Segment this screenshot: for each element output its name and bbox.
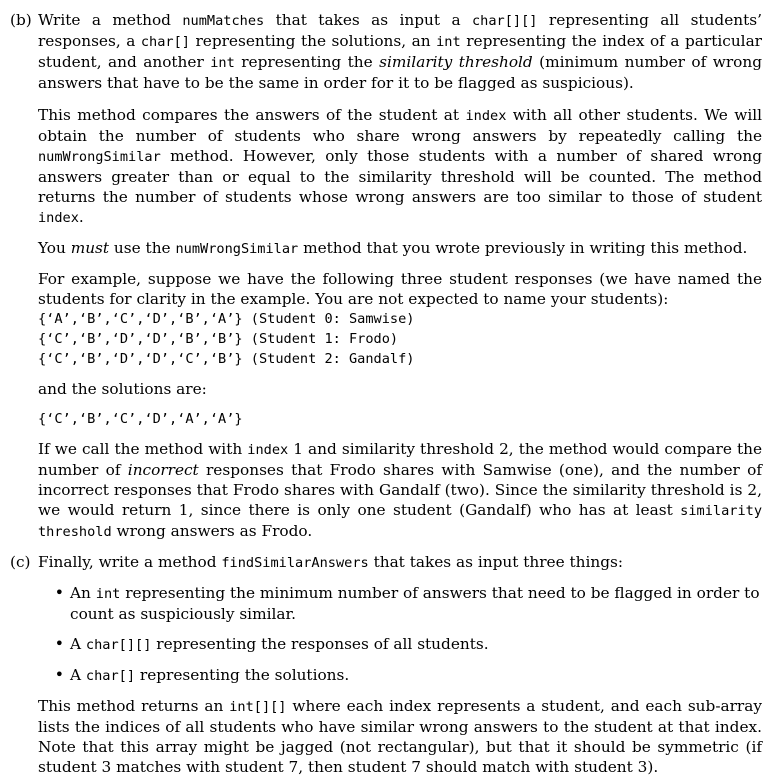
bullet-icon (38, 634, 70, 655)
part-c-return-description: This method returns an int[][] where each index represents a student, and each sub-array lists the indices of all students who have similar wrong answers to the student at that index. Note that this array might be jagged (not rectangular), but that it should be symmetric (if student 3 matches with student 7, then student 7 should match with student 3). (38, 697, 763, 776)
part-c-label: (c) (10, 553, 31, 571)
student-responses (38, 309, 762, 369)
bullet-icon (38, 583, 70, 624)
response-line: {‘A’,‘B’,‘C’,‘D’,‘B’,‘A’} (Student 0: Samwise) (38, 311, 415, 327)
part-b-example-intro: For example, suppose we have the following three student responses (we have named the students for clarity in the example. You are not expected to name your students): (38, 270, 762, 308)
response-line: {‘C’,‘B’,‘D’,‘D’,‘C’,‘B’} (Student 2: Gandalf) (38, 351, 415, 367)
response-line: {‘C’,‘B’,‘D’,‘D’,‘B’,‘B’} (Student 1: Frodo) (38, 331, 399, 347)
part-c-intro: Finally, write a method findSimilarAnswers that takes as input three things: (38, 553, 624, 571)
part-b-example-explanation: If we call the method with index 1 and similarity threshold 2, the method would compare the number of incorrect responses that Frodo shares with Samwise (one), and the number of incorrect responses that Frodo shares with Gandalf (two). Since the similarity threshold is 2, we would return 1, since there is only one student (Gandalf) who has at least similarity threshold wrong answers as Frodo. (38, 440, 763, 540)
part-b-requirement: You must use the numWrongSimilar method that you wrote previously in writing this method. (38, 239, 748, 257)
solutions-intro: and the solutions are: (38, 380, 207, 398)
bullet-icon (38, 665, 70, 686)
part-b-description: This method compares the answers of the student at index with all other students. We will obtain the number of students who share wrong answers by repeatedly calling the numWrongSimilar method. However, only those students with a number of shared wrong answers greater than or equal to the similarity threshold will be counted. The method returns the number of students whose wrong answers are too similar to those of student index. (38, 106, 763, 226)
part-b-label: (b) (10, 11, 32, 29)
list-item: • An int representing the minimum number of answers that need to be flagged in order to count as suspiciously similar. (38, 583, 762, 624)
list-item: • A char[][] representing the responses of all students. (38, 634, 762, 655)
part-b-intro: Write a method numMatches that takes as input a char[][] representing all students’ responses, a char[] representing the solutions, an int representing the index of a particular student, and another int representing the similarity threshold (minimum number of wrong answers that have to be the same in order for it to be flagged as suspicious). (38, 11, 763, 92)
input-list (38, 583, 762, 686)
part-b (10, 10, 762, 542)
list-item: • A char[] representing the solutions. (38, 665, 762, 686)
part-c (10, 552, 762, 777)
solutions-array: {‘C’,‘B’,‘C’,‘D’,‘A’,‘A’} (38, 411, 243, 427)
